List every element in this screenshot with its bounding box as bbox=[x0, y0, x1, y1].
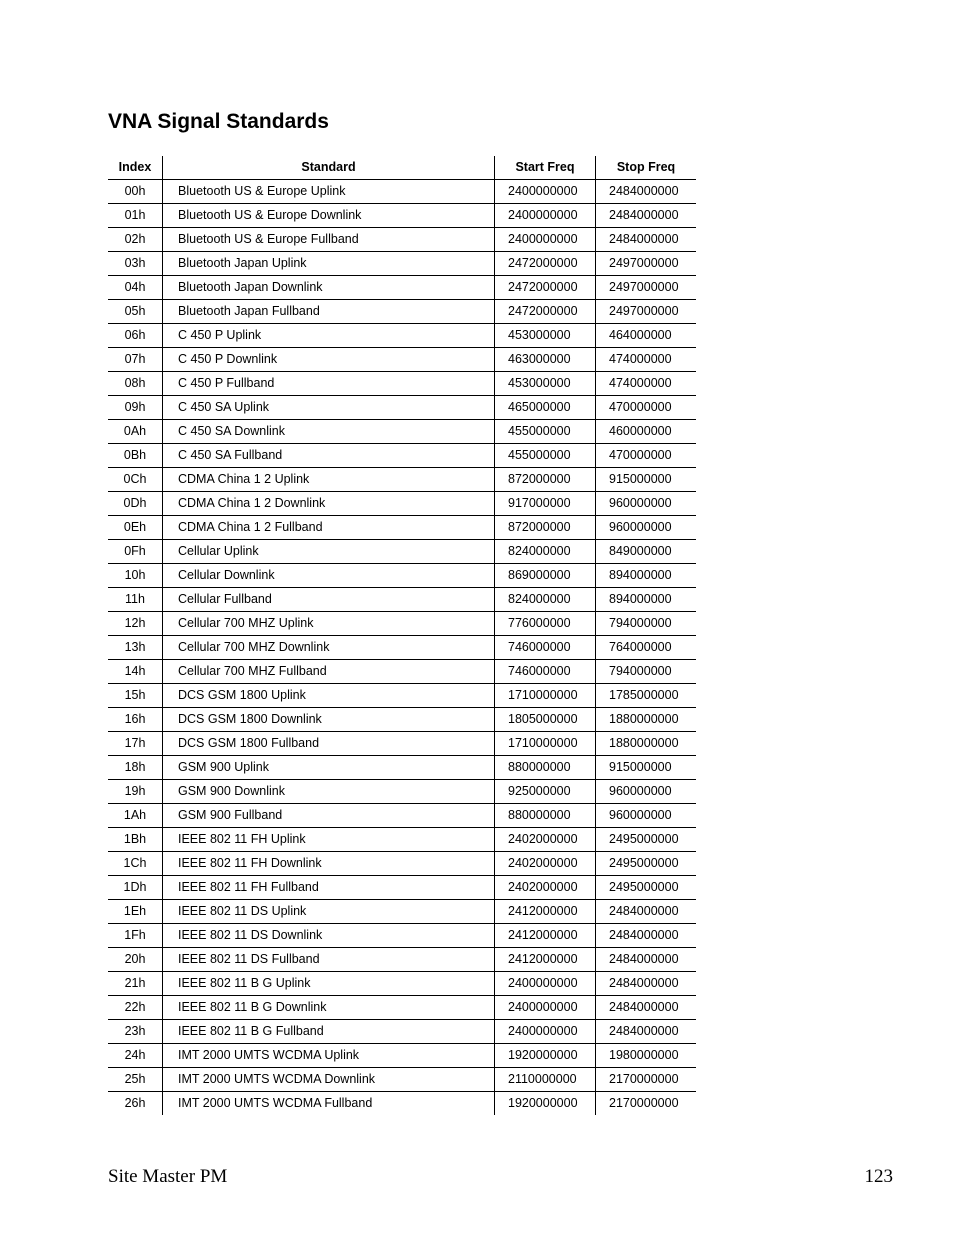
cell-stop-freq: 2484000000 bbox=[596, 1020, 697, 1044]
cell-stop-freq: 1980000000 bbox=[596, 1044, 697, 1068]
header-index: Index bbox=[108, 156, 163, 180]
cell-index: 0Ah bbox=[108, 420, 163, 444]
cell-stop-freq: 2170000000 bbox=[596, 1068, 697, 1092]
cell-start-freq: 2412000000 bbox=[495, 924, 596, 948]
cell-stop-freq: 794000000 bbox=[596, 612, 697, 636]
table-row bbox=[108, 732, 696, 756]
cell-start-freq: 917000000 bbox=[495, 492, 596, 516]
cell-standard: Bluetooth US & Europe Downlink bbox=[163, 204, 495, 228]
table-body bbox=[108, 180, 696, 1116]
cell-index: 1Fh bbox=[108, 924, 163, 948]
cell-stop-freq: 470000000 bbox=[596, 396, 697, 420]
cell-start-freq: 1710000000 bbox=[495, 684, 596, 708]
cell-standard: IEEE 802 11 DS Downlink bbox=[163, 924, 495, 948]
cell-stop-freq: 474000000 bbox=[596, 372, 697, 396]
cell-start-freq: 2110000000 bbox=[495, 1068, 596, 1092]
cell-standard: IEEE 802 11 FH Downlink bbox=[163, 852, 495, 876]
cell-start-freq: 2400000000 bbox=[495, 1020, 596, 1044]
cell-standard: CDMA China 1 2 Uplink bbox=[163, 468, 495, 492]
cell-standard: IEEE 802 11 B G Fullband bbox=[163, 1020, 495, 1044]
cell-index: 0Ch bbox=[108, 468, 163, 492]
table-row bbox=[108, 468, 696, 492]
cell-stop-freq: 2484000000 bbox=[596, 972, 697, 996]
cell-start-freq: 776000000 bbox=[495, 612, 596, 636]
table-row bbox=[108, 828, 696, 852]
cell-stop-freq: 794000000 bbox=[596, 660, 697, 684]
cell-standard: IEEE 802 11 FH Fullband bbox=[163, 876, 495, 900]
cell-start-freq: 2400000000 bbox=[495, 228, 596, 252]
table-row bbox=[108, 588, 696, 612]
header-start-freq: Start Freq bbox=[495, 156, 596, 180]
table-row bbox=[108, 564, 696, 588]
cell-standard: IMT 2000 UMTS WCDMA Uplink bbox=[163, 1044, 495, 1068]
cell-standard: IEEE 802 11 DS Fullband bbox=[163, 948, 495, 972]
table-row bbox=[108, 1020, 696, 1044]
cell-start-freq: 2412000000 bbox=[495, 948, 596, 972]
table-row bbox=[108, 276, 696, 300]
cell-stop-freq: 2497000000 bbox=[596, 276, 697, 300]
footer-page-number: 123 bbox=[864, 1166, 893, 1187]
table-row bbox=[108, 492, 696, 516]
cell-index: 03h bbox=[108, 252, 163, 276]
cell-start-freq: 880000000 bbox=[495, 804, 596, 828]
cell-start-freq: 2412000000 bbox=[495, 900, 596, 924]
table-row bbox=[108, 780, 696, 804]
cell-standard: Bluetooth Japan Downlink bbox=[163, 276, 495, 300]
cell-standard: DCS GSM 1800 Uplink bbox=[163, 684, 495, 708]
cell-standard: Cellular Uplink bbox=[163, 540, 495, 564]
cell-standard: IMT 2000 UMTS WCDMA Downlink bbox=[163, 1068, 495, 1092]
cell-standard: GSM 900 Uplink bbox=[163, 756, 495, 780]
table-header-row bbox=[108, 156, 696, 180]
table-row bbox=[108, 372, 696, 396]
cell-stop-freq: 2497000000 bbox=[596, 252, 697, 276]
cell-stop-freq: 960000000 bbox=[596, 492, 697, 516]
table-row bbox=[108, 1068, 696, 1092]
cell-start-freq: 465000000 bbox=[495, 396, 596, 420]
cell-start-freq: 2402000000 bbox=[495, 876, 596, 900]
cell-index: 15h bbox=[108, 684, 163, 708]
cell-stop-freq: 474000000 bbox=[596, 348, 697, 372]
table-row bbox=[108, 180, 696, 204]
cell-start-freq: 2402000000 bbox=[495, 852, 596, 876]
cell-index: 21h bbox=[108, 972, 163, 996]
cell-index: 0Eh bbox=[108, 516, 163, 540]
cell-stop-freq: 960000000 bbox=[596, 780, 697, 804]
header-stop-freq: Stop Freq bbox=[596, 156, 697, 180]
cell-start-freq: 1710000000 bbox=[495, 732, 596, 756]
cell-standard: Cellular Fullband bbox=[163, 588, 495, 612]
cell-standard: C 450 SA Downlink bbox=[163, 420, 495, 444]
cell-index: 22h bbox=[108, 996, 163, 1020]
cell-start-freq: 2400000000 bbox=[495, 972, 596, 996]
cell-stop-freq: 2484000000 bbox=[596, 924, 697, 948]
table-row bbox=[108, 516, 696, 540]
cell-standard: CDMA China 1 2 Downlink bbox=[163, 492, 495, 516]
cell-start-freq: 463000000 bbox=[495, 348, 596, 372]
cell-start-freq: 2402000000 bbox=[495, 828, 596, 852]
cell-index: 11h bbox=[108, 588, 163, 612]
cell-stop-freq: 915000000 bbox=[596, 468, 697, 492]
cell-index: 0Dh bbox=[108, 492, 163, 516]
cell-stop-freq: 2484000000 bbox=[596, 948, 697, 972]
cell-stop-freq: 960000000 bbox=[596, 804, 697, 828]
cell-stop-freq: 2484000000 bbox=[596, 228, 697, 252]
cell-stop-freq: 1880000000 bbox=[596, 732, 697, 756]
cell-stop-freq: 2497000000 bbox=[596, 300, 697, 324]
cell-stop-freq: 464000000 bbox=[596, 324, 697, 348]
cell-index: 23h bbox=[108, 1020, 163, 1044]
cell-standard: Cellular Downlink bbox=[163, 564, 495, 588]
table-row bbox=[108, 900, 696, 924]
table-row bbox=[108, 420, 696, 444]
cell-start-freq: 453000000 bbox=[495, 324, 596, 348]
footer-document-title: Site Master PM bbox=[108, 1166, 228, 1187]
cell-start-freq: 2400000000 bbox=[495, 204, 596, 228]
cell-standard: C 450 P Downlink bbox=[163, 348, 495, 372]
cell-index: 07h bbox=[108, 348, 163, 372]
table-row bbox=[108, 636, 696, 660]
cell-stop-freq: 2484000000 bbox=[596, 180, 697, 204]
table-row bbox=[108, 1092, 696, 1116]
cell-index: 1Ah bbox=[108, 804, 163, 828]
cell-index: 1Eh bbox=[108, 900, 163, 924]
table-row bbox=[108, 708, 696, 732]
cell-stop-freq: 2170000000 bbox=[609, 1096, 679, 1110]
cell-standard: C 450 SA Uplink bbox=[163, 396, 495, 420]
table-row bbox=[108, 348, 696, 372]
signal-standards-table bbox=[108, 156, 696, 1115]
cell-stop-freq: 2484000000 bbox=[596, 204, 697, 228]
table-row bbox=[108, 540, 696, 564]
cell-stop-freq: 470000000 bbox=[596, 444, 697, 468]
cell-standard: Cellular 700 MHZ Uplink bbox=[163, 612, 495, 636]
cell-index: 10h bbox=[108, 564, 163, 588]
cell-index: 18h bbox=[108, 756, 163, 780]
cell-standard: IEEE 802 11 B G Downlink bbox=[163, 996, 495, 1020]
cell-start-freq: 2400000000 bbox=[495, 996, 596, 1020]
cell-standard: Bluetooth Japan Uplink bbox=[163, 252, 495, 276]
cell-start-freq: 746000000 bbox=[495, 636, 596, 660]
cell-standard: IMT 2000 UMTS WCDMA Fullband bbox=[163, 1092, 495, 1116]
table-row bbox=[108, 924, 696, 948]
cell-start-freq: 455000000 bbox=[495, 420, 596, 444]
cell-start-freq: 824000000 bbox=[495, 540, 596, 564]
cell-index: 24h bbox=[108, 1044, 163, 1068]
cell-start-freq: 824000000 bbox=[495, 588, 596, 612]
table-row bbox=[108, 396, 696, 420]
cell-start-freq: 872000000 bbox=[495, 468, 596, 492]
cell-stop-freq: 2495000000 bbox=[596, 876, 697, 900]
header-standard: Standard bbox=[163, 156, 495, 180]
cell-index: 0Bh bbox=[108, 444, 163, 468]
cell-standard: IEEE 802 11 B G Uplink bbox=[163, 972, 495, 996]
cell-stop-freq: 2495000000 bbox=[596, 828, 697, 852]
table-row bbox=[108, 684, 696, 708]
cell-start-freq: 1805000000 bbox=[495, 708, 596, 732]
cell-standard: IEEE 802 11 FH Uplink bbox=[163, 828, 495, 852]
table-row bbox=[108, 660, 696, 684]
table-row bbox=[108, 948, 696, 972]
cell-stop-freq: 2484000000 bbox=[596, 996, 697, 1020]
cell-index: 12h bbox=[108, 612, 163, 636]
cell-stop-freq: 2484000000 bbox=[596, 900, 697, 924]
cell-standard: Bluetooth US & Europe Fullband bbox=[163, 228, 495, 252]
cell-index: 19h bbox=[108, 780, 163, 804]
table-row bbox=[108, 204, 696, 228]
cell-start-freq: 453000000 bbox=[495, 372, 596, 396]
cell-start-freq: 869000000 bbox=[495, 564, 596, 588]
cell-standard: C 450 SA Fullband bbox=[163, 444, 495, 468]
cell-standard: GSM 900 Fullband bbox=[163, 804, 495, 828]
cell-start-freq: 455000000 bbox=[495, 444, 596, 468]
cell-stop-freq: 764000000 bbox=[596, 636, 697, 660]
table-row bbox=[108, 972, 696, 996]
cell-index: 13h bbox=[108, 636, 163, 660]
cell-index: 09h bbox=[108, 396, 163, 420]
cell-standard: C 450 P Uplink bbox=[163, 324, 495, 348]
cell-start-freq: 2472000000 bbox=[495, 276, 596, 300]
cell-start-freq: 872000000 bbox=[495, 516, 596, 540]
cell-index: 04h bbox=[108, 276, 163, 300]
cell-index: 17h bbox=[108, 732, 163, 756]
cell-index: 25h bbox=[108, 1068, 163, 1092]
cell-index: 08h bbox=[108, 372, 163, 396]
cell-standard: Cellular 700 MHZ Fullband bbox=[163, 660, 495, 684]
page-title: VNA Signal Standards bbox=[108, 110, 329, 133]
cell-stop-freq: 1880000000 bbox=[596, 708, 697, 732]
table-row bbox=[108, 996, 696, 1020]
table-row bbox=[108, 852, 696, 876]
cell-index: 02h bbox=[108, 228, 163, 252]
table-row bbox=[108, 612, 696, 636]
cell-standard: GSM 900 Downlink bbox=[163, 780, 495, 804]
cell-standard: CDMA China 1 2 Fullband bbox=[163, 516, 495, 540]
table-row bbox=[108, 300, 696, 324]
cell-index: 06h bbox=[108, 324, 163, 348]
cell-standard: C 450 P Fullband bbox=[163, 372, 495, 396]
cell-index: 1Bh bbox=[108, 828, 163, 852]
cell-index: 14h bbox=[108, 660, 163, 684]
cell-index: 20h bbox=[108, 948, 163, 972]
cell-index: 1Dh bbox=[108, 876, 163, 900]
cell-stop-freq: 894000000 bbox=[596, 588, 697, 612]
cell-start-freq: 1920000000 bbox=[495, 1044, 596, 1068]
cell-stop-freq: 960000000 bbox=[596, 516, 697, 540]
table-row bbox=[108, 324, 696, 348]
table-row bbox=[108, 756, 696, 780]
table-row bbox=[108, 1044, 696, 1068]
cell-index: 01h bbox=[108, 204, 163, 228]
cell-start-freq: 746000000 bbox=[495, 660, 596, 684]
cell-stop-freq: 2495000000 bbox=[596, 852, 697, 876]
cell-index: 1Ch bbox=[108, 852, 163, 876]
table-row bbox=[108, 228, 696, 252]
cell-index: 00h bbox=[108, 180, 163, 204]
cell-standard: Bluetooth Japan Fullband bbox=[163, 300, 495, 324]
cell-index: 05h bbox=[108, 300, 163, 324]
cell-index: 0Fh bbox=[108, 540, 163, 564]
cell-standard: DCS GSM 1800 Downlink bbox=[163, 708, 495, 732]
cell-index: 16h bbox=[108, 708, 163, 732]
cell-stop-freq: 915000000 bbox=[596, 756, 697, 780]
cell-stop-freq: 894000000 bbox=[596, 564, 697, 588]
table-row bbox=[108, 804, 696, 828]
cell-start-freq: 2400000000 bbox=[495, 180, 596, 204]
cell-standard: Cellular 700 MHZ Downlink bbox=[163, 636, 495, 660]
cell-standard: Bluetooth US & Europe Uplink bbox=[163, 180, 495, 204]
cell-start-freq: 925000000 bbox=[495, 780, 596, 804]
table-row bbox=[108, 876, 696, 900]
cell-start-freq: 880000000 bbox=[495, 756, 596, 780]
cell-start-freq: 2472000000 bbox=[495, 300, 596, 324]
cell-standard: DCS GSM 1800 Fullband bbox=[163, 732, 495, 756]
table-row bbox=[108, 444, 696, 468]
cell-stop-freq: 1785000000 bbox=[596, 684, 697, 708]
cell-stop-freq: 849000000 bbox=[596, 540, 697, 564]
table-row bbox=[108, 252, 696, 276]
cell-start-freq: 2472000000 bbox=[495, 252, 596, 276]
cell-stop-freq: 460000000 bbox=[596, 420, 697, 444]
cell-start-freq: 1920000000 bbox=[495, 1092, 596, 1116]
cell-index: 26h bbox=[108, 1092, 163, 1116]
cell-standard: IEEE 802 11 DS Uplink bbox=[163, 900, 495, 924]
